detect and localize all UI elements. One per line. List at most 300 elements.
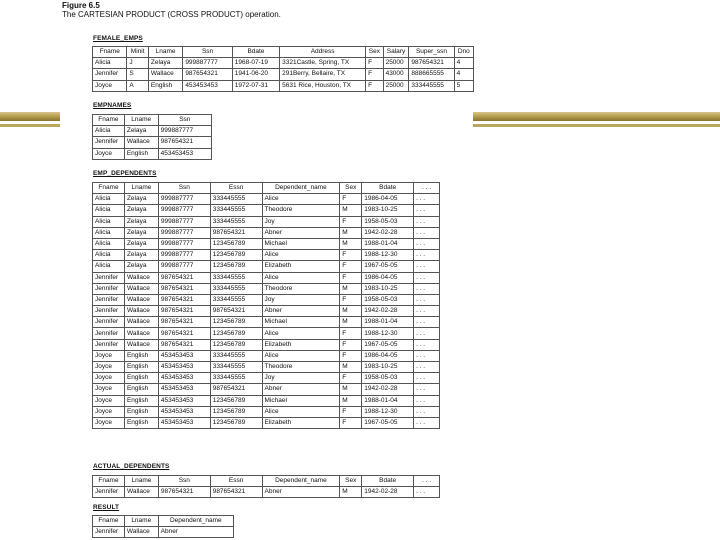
table-cell: . . . — [414, 395, 440, 406]
table-cell: Wallace — [124, 283, 158, 294]
column-header: Sex — [340, 183, 362, 194]
table-cell: Joyce — [93, 362, 125, 373]
actual-dependents-table — [92, 475, 440, 498]
table-cell: English — [124, 373, 158, 384]
table-cell: 333445555 — [210, 373, 262, 384]
table-cell: Jennifer — [93, 306, 125, 317]
table-cell: . . . — [414, 350, 440, 361]
column-header: Minit — [127, 47, 149, 58]
column-header: Salary — [383, 47, 409, 58]
table-cell: 1983-10-25 — [362, 283, 414, 294]
table-cell: 987654321 — [158, 317, 210, 328]
table-row — [93, 137, 212, 148]
table-cell: . . . — [414, 306, 440, 317]
column-header: Lname — [124, 516, 158, 527]
table-cell: 1988-01-04 — [362, 317, 414, 328]
table-cell: 1941-06-20 — [232, 69, 279, 80]
left-gold-bar-thin — [0, 124, 60, 127]
table-row — [93, 317, 440, 328]
table-row — [93, 148, 212, 159]
table-cell: F — [340, 216, 362, 227]
column-header: Dno — [454, 47, 473, 58]
table-cell: Wallace — [124, 272, 158, 283]
empnames-header — [93, 115, 212, 126]
column-header: Lname — [124, 115, 158, 126]
column-header: Essn — [210, 476, 262, 487]
table-cell: M — [340, 306, 362, 317]
table-cell: 123456789 — [210, 417, 262, 428]
table-row — [93, 227, 440, 238]
table-cell: 333445555 — [210, 272, 262, 283]
table-cell: F — [340, 406, 362, 417]
table-cell: Michael — [262, 317, 340, 328]
table-cell: Elizabeth — [262, 417, 340, 428]
table-cell: M — [340, 238, 362, 249]
table-row — [93, 194, 440, 205]
table-cell: 333445555 — [210, 362, 262, 373]
table-row — [93, 384, 440, 395]
table-cell: 999887777 — [158, 250, 210, 261]
table-cell: 453453453 — [158, 395, 210, 406]
table-cell: 3321Castle, Spring, TX — [280, 58, 366, 69]
table-cell: 1988-12-30 — [362, 406, 414, 417]
table-cell: . . . — [414, 272, 440, 283]
table-cell: Alicia — [93, 58, 127, 69]
table-cell: English — [124, 406, 158, 417]
column-header: Fname — [93, 516, 125, 527]
table-cell: Wallace — [124, 328, 158, 339]
table-cell: English — [124, 417, 158, 428]
table-cell: Michael — [262, 395, 340, 406]
table-cell: F — [340, 350, 362, 361]
table-row — [93, 362, 440, 373]
table-cell: . . . — [414, 294, 440, 305]
emp-dependents-table — [92, 182, 440, 429]
table-cell: Alicia — [93, 205, 125, 216]
table-cell: Zelaya — [124, 261, 158, 272]
table-row — [93, 205, 440, 216]
table-cell: 987654321 — [158, 283, 210, 294]
figure-caption: The CARTESIAN PRODUCT (CROSS PRODUCT) operation. — [62, 10, 281, 19]
table-cell: 123456789 — [210, 250, 262, 261]
column-header: . . . — [414, 476, 440, 487]
table-cell: 1986-04-05 — [362, 194, 414, 205]
table-cell: F — [340, 294, 362, 305]
female-emps-table — [92, 46, 474, 92]
table-cell: M — [340, 362, 362, 373]
table-cell: 1988-01-04 — [362, 238, 414, 249]
table-cell: Wallace — [124, 294, 158, 305]
table-cell: 1967-05-05 — [362, 417, 414, 428]
table-row — [93, 487, 440, 498]
column-header: Ssn — [183, 47, 232, 58]
table-cell: . . . — [414, 205, 440, 216]
column-header: Dependent_name — [262, 183, 340, 194]
table-cell: Jennifer — [93, 69, 127, 80]
table-cell: M — [340, 487, 362, 498]
table-cell: Jennifer — [93, 339, 125, 350]
table-cell: . . . — [414, 238, 440, 249]
table-cell: . . . — [414, 417, 440, 428]
table-row — [93, 306, 440, 317]
table-cell: F — [340, 261, 362, 272]
table-cell: F — [366, 80, 383, 91]
table-cell: 1983-10-25 — [362, 205, 414, 216]
column-header: Sex — [340, 476, 362, 487]
table-cell: Joyce — [93, 395, 125, 406]
column-header: Fname — [93, 183, 125, 194]
table-row — [93, 261, 440, 272]
result-header — [93, 516, 234, 527]
table-cell: Zelaya — [124, 194, 158, 205]
table-cell: 999887777 — [158, 238, 210, 249]
table-cell: Abner — [262, 227, 340, 238]
table-cell: Alicia — [93, 261, 125, 272]
table-cell: 1986-04-05 — [362, 350, 414, 361]
table-cell: 123456789 — [210, 261, 262, 272]
column-header: Fname — [93, 47, 127, 58]
empnames-label: EMPNAMES — [93, 102, 132, 109]
table-cell: 888665555 — [409, 69, 454, 80]
table-cell: 987654321 — [158, 137, 211, 148]
table-cell: 333445555 — [210, 350, 262, 361]
table-row — [93, 395, 440, 406]
table-cell: English — [124, 148, 158, 159]
table-cell: Alicia — [93, 126, 125, 137]
table-cell: Abner — [262, 487, 340, 498]
table-cell: 4 — [454, 69, 473, 80]
table-cell: F — [340, 417, 362, 428]
table-cell: Joyce — [93, 350, 125, 361]
table-row — [93, 80, 474, 91]
table-cell: Alicia — [93, 194, 125, 205]
table-cell: 291Berry, Bellaire, TX — [280, 69, 366, 80]
table-cell: Jennifer — [93, 283, 125, 294]
table-cell: M — [340, 227, 362, 238]
table-cell: 987654321 — [158, 339, 210, 350]
column-header: Bdate — [232, 47, 279, 58]
table-cell: 987654321 — [158, 294, 210, 305]
table-cell: English — [124, 395, 158, 406]
table-cell: . . . — [414, 339, 440, 350]
column-header: Fname — [93, 115, 125, 126]
table-cell: 123456789 — [210, 328, 262, 339]
table-cell: Jennifer — [93, 294, 125, 305]
table-cell: 999887777 — [158, 194, 210, 205]
table-cell: 987654321 — [210, 384, 262, 395]
table-cell: 333445555 — [210, 283, 262, 294]
table-cell: Wallace — [124, 487, 158, 498]
table-cell: . . . — [414, 227, 440, 238]
table-cell: 1942-02-28 — [362, 384, 414, 395]
emp-dependents-header — [93, 183, 440, 194]
table-cell: 453453453 — [158, 350, 210, 361]
table-row — [93, 238, 440, 249]
column-header: Address — [280, 47, 366, 58]
table-cell: . . . — [414, 406, 440, 417]
table-cell: F — [366, 69, 383, 80]
table-cell: Alicia — [93, 250, 125, 261]
table-cell: Alice — [262, 406, 340, 417]
table-cell: 987654321 — [158, 272, 210, 283]
table-cell: . . . — [414, 283, 440, 294]
table-cell: 987654321 — [409, 58, 454, 69]
table-row — [93, 339, 440, 350]
table-cell: 333445555 — [210, 194, 262, 205]
table-cell: Elizabeth — [262, 339, 340, 350]
table-cell: Zelaya — [124, 238, 158, 249]
table-row — [93, 69, 474, 80]
table-cell: . . . — [414, 216, 440, 227]
table-cell: Wallace — [124, 527, 158, 538]
table-cell: Joyce — [93, 148, 125, 159]
table-cell: Alice — [262, 350, 340, 361]
actual-dependents-header — [93, 476, 440, 487]
table-cell: . . . — [414, 487, 440, 498]
column-header: Essn — [210, 183, 262, 194]
table-cell: Wallace — [124, 306, 158, 317]
emp-dependents-label: EMP_DEPENDENTS — [93, 170, 157, 177]
column-header: Bdate — [362, 476, 414, 487]
table-cell: 987654321 — [158, 487, 210, 498]
column-header: Lname — [124, 476, 158, 487]
table-cell: 43000 — [383, 69, 409, 80]
table-cell: Zelaya — [124, 216, 158, 227]
table-cell: . . . — [414, 373, 440, 384]
result-label: RESULT — [93, 504, 120, 511]
table-cell: Wallace — [148, 69, 182, 80]
table-cell: 453453453 — [158, 384, 210, 395]
table-cell: 333445555 — [409, 80, 454, 91]
table-cell: English — [124, 350, 158, 361]
table-cell: 5631 Rice, Houston, TX — [280, 80, 366, 91]
table-row — [93, 272, 440, 283]
column-header: Dependent_name — [158, 516, 233, 527]
table-cell: Theodore — [262, 362, 340, 373]
female-emps-header — [93, 47, 474, 58]
table-cell: 1988-12-30 — [362, 328, 414, 339]
table-cell: Alicia — [93, 238, 125, 249]
table-cell: Zelaya — [124, 205, 158, 216]
table-cell: 123456789 — [210, 317, 262, 328]
column-header: Ssn — [158, 115, 211, 126]
result-table — [92, 515, 234, 538]
table-cell: F — [340, 194, 362, 205]
table-row — [93, 126, 212, 137]
table-cell: Joyce — [93, 373, 125, 384]
table-cell: 1958-05-03 — [362, 373, 414, 384]
table-cell: 453453453 — [183, 80, 232, 91]
table-cell: 453453453 — [158, 373, 210, 384]
table-cell: 123456789 — [210, 238, 262, 249]
table-cell: 333445555 — [210, 216, 262, 227]
table-cell: 1988-01-04 — [362, 395, 414, 406]
table-cell: 123456789 — [210, 395, 262, 406]
table-cell: 987654321 — [158, 328, 210, 339]
table-cell: M — [340, 317, 362, 328]
table-cell: Jennifer — [93, 328, 125, 339]
table-cell: Jennifer — [93, 487, 125, 498]
table-cell: 25000 — [383, 80, 409, 91]
table-cell: 1942-02-28 — [362, 487, 414, 498]
table-cell: Joyce — [93, 384, 125, 395]
table-cell: M — [340, 283, 362, 294]
column-header: Super_ssn — [409, 47, 454, 58]
table-row — [93, 250, 440, 261]
column-header: Lname — [124, 183, 158, 194]
table-cell: Wallace — [124, 137, 158, 148]
table-cell: 1988-12-30 — [362, 250, 414, 261]
table-cell: F — [366, 58, 383, 69]
table-cell: 1983-10-25 — [362, 362, 414, 373]
table-cell: Zelaya — [124, 126, 158, 137]
table-cell: 999887777 — [158, 205, 210, 216]
column-header: Sex — [366, 47, 383, 58]
table-cell: 5 — [454, 80, 473, 91]
table-cell: . . . — [414, 194, 440, 205]
table-cell: Alice — [262, 328, 340, 339]
table-row — [93, 328, 440, 339]
table-cell: Joy — [262, 294, 340, 305]
table-cell: Theodore — [262, 205, 340, 216]
table-cell: 1986-04-05 — [362, 272, 414, 283]
table-cell: Wallace — [124, 317, 158, 328]
table-cell: English — [148, 80, 182, 91]
table-cell: 333445555 — [210, 294, 262, 305]
table-cell: A — [127, 80, 149, 91]
column-header: Bdate — [362, 183, 414, 194]
column-header: . . . — [414, 183, 440, 194]
table-cell: Alice — [262, 194, 340, 205]
table-cell: 1967-05-05 — [362, 339, 414, 350]
table-cell: 999887777 — [158, 261, 210, 272]
table-cell: Jennifer — [93, 272, 125, 283]
empnames-table — [92, 114, 212, 160]
table-cell: F — [340, 272, 362, 283]
table-cell: Joy — [262, 373, 340, 384]
table-cell: Alice — [262, 250, 340, 261]
column-header: Ssn — [158, 476, 210, 487]
table-cell: Alicia — [93, 227, 125, 238]
table-cell: Alicia — [93, 216, 125, 227]
table-cell: F — [340, 373, 362, 384]
left-gold-bar — [0, 112, 60, 121]
column-header: Fname — [93, 476, 125, 487]
table-cell: 1972-07-31 — [232, 80, 279, 91]
table-cell: Abner — [262, 306, 340, 317]
female-emps-label: FEMALE_EMPS — [93, 35, 143, 42]
column-header: Ssn — [158, 183, 210, 194]
table-cell: Jennifer — [93, 317, 125, 328]
table-cell: . . . — [414, 328, 440, 339]
right-gold-bar — [473, 112, 720, 121]
figure-title: Figure 6.5 — [62, 1, 100, 10]
table-cell: 453453453 — [158, 362, 210, 373]
table-cell: Theodore — [262, 283, 340, 294]
table-cell: 999887777 — [158, 216, 210, 227]
table-cell: Joyce — [93, 406, 125, 417]
table-cell: F — [340, 339, 362, 350]
table-cell: 453453453 — [158, 417, 210, 428]
table-row — [93, 283, 440, 294]
table-cell: M — [340, 205, 362, 216]
table-cell: 999887777 — [158, 227, 210, 238]
table-cell: Zelaya — [124, 250, 158, 261]
table-row — [93, 406, 440, 417]
table-row — [93, 373, 440, 384]
table-cell: . . . — [414, 384, 440, 395]
table-cell: 123456789 — [210, 406, 262, 417]
table-cell: 1958-05-03 — [362, 294, 414, 305]
table-cell: M — [340, 395, 362, 406]
table-cell: 999887777 — [158, 126, 211, 137]
table-cell: 987654321 — [183, 69, 232, 80]
table-row — [93, 527, 234, 538]
table-cell: Joyce — [93, 80, 127, 91]
table-row — [93, 58, 474, 69]
table-cell: Alice — [262, 272, 340, 283]
table-cell: 1967-05-05 — [362, 261, 414, 272]
table-cell: 4 — [454, 58, 473, 69]
table-cell: F — [340, 250, 362, 261]
table-cell: English — [124, 362, 158, 373]
column-header: Lname — [148, 47, 182, 58]
table-cell: 453453453 — [158, 148, 211, 159]
right-gold-bar-thin — [473, 124, 720, 127]
table-cell: . . . — [414, 362, 440, 373]
table-cell: Jennifer — [93, 137, 125, 148]
table-cell: 987654321 — [210, 487, 262, 498]
table-cell: English — [124, 384, 158, 395]
table-cell: 1958-05-03 — [362, 216, 414, 227]
table-row — [93, 350, 440, 361]
table-row — [93, 216, 440, 227]
table-cell: . . . — [414, 250, 440, 261]
table-cell: Joy — [262, 216, 340, 227]
table-cell: 1942-02-28 — [362, 306, 414, 317]
table-cell: . . . — [414, 317, 440, 328]
table-cell: Michael — [262, 238, 340, 249]
table-cell: Zelaya — [124, 227, 158, 238]
table-cell: 123456789 — [210, 339, 262, 350]
table-cell: 987654321 — [158, 306, 210, 317]
table-cell: 1942-02-28 — [362, 227, 414, 238]
table-cell: 333445555 — [210, 205, 262, 216]
table-cell: Jennifer — [93, 527, 125, 538]
table-row — [93, 417, 440, 428]
table-cell: . . . — [414, 261, 440, 272]
table-cell: J — [127, 58, 149, 69]
table-cell: 987654321 — [210, 306, 262, 317]
actual-dependents-label: ACTUAL_DEPENDENTS — [93, 463, 170, 470]
table-cell: Zelaya — [148, 58, 182, 69]
table-cell: Abner — [158, 527, 233, 538]
table-cell: 999887777 — [183, 58, 232, 69]
table-cell: 1968-07-19 — [232, 58, 279, 69]
table-cell: S — [127, 69, 149, 80]
table-cell: 453453453 — [158, 406, 210, 417]
table-cell: Abner — [262, 384, 340, 395]
column-header: Dependent_name — [262, 476, 340, 487]
table-cell: Joyce — [93, 417, 125, 428]
table-cell: Elizabeth — [262, 261, 340, 272]
table-cell: F — [340, 328, 362, 339]
table-cell: 25000 — [383, 58, 409, 69]
table-cell: 987654321 — [210, 227, 262, 238]
table-row — [93, 294, 440, 305]
table-cell: M — [340, 384, 362, 395]
table-cell: Wallace — [124, 339, 158, 350]
